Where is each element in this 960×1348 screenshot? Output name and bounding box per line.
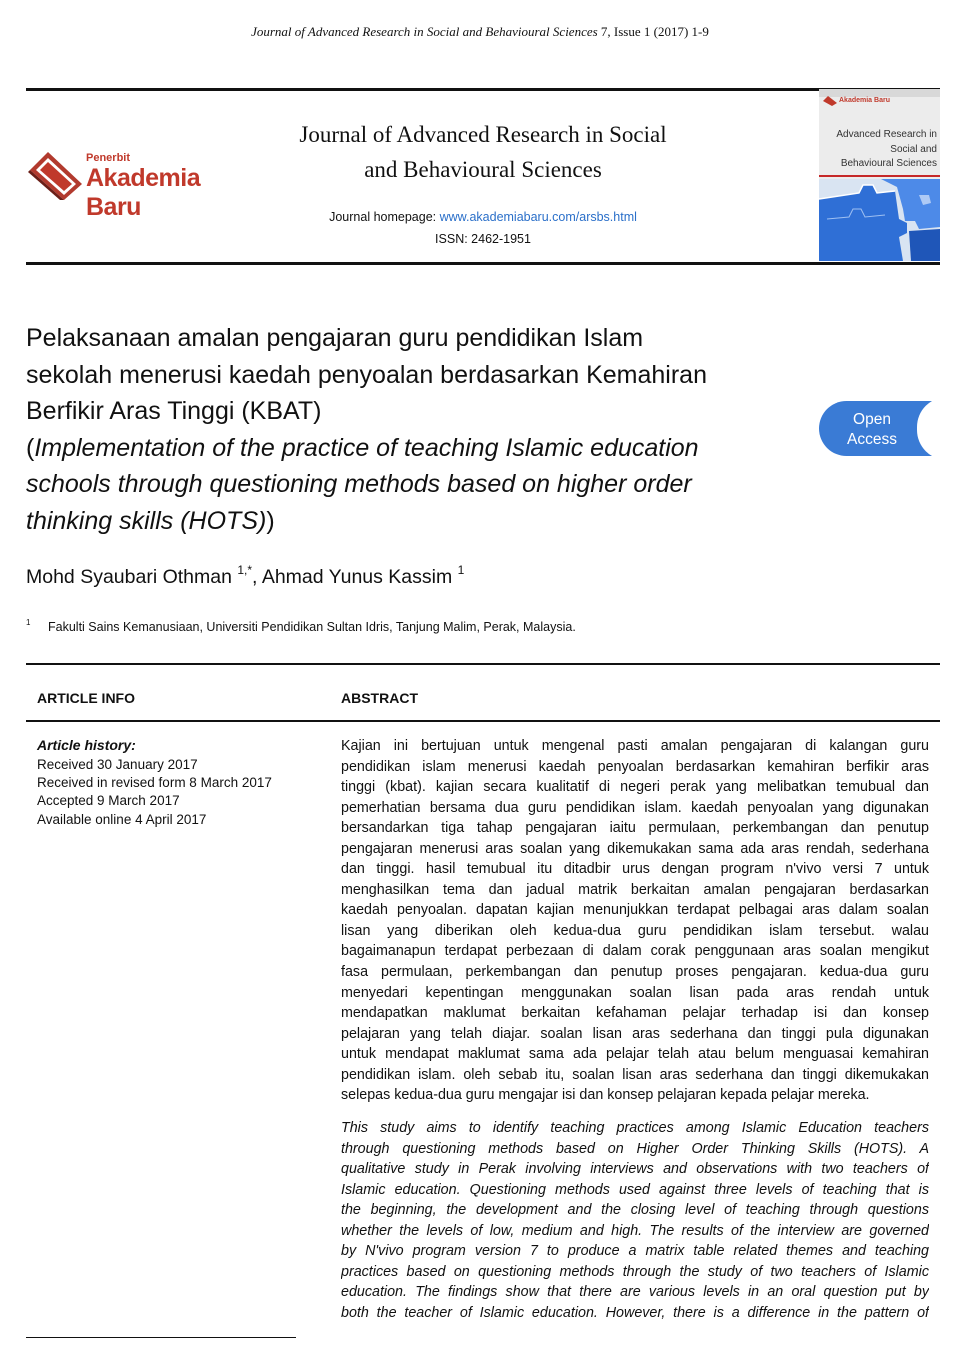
affiliation <box>26 620 576 634</box>
abstract-line: Islamic education. Questioning methods used against three levels of teaching that is <box>341 1181 929 1198</box>
author-name: Mohd Syaubari Othman <box>26 566 238 588</box>
author-name: Ahmad Yunus Kassim <box>261 566 458 588</box>
abstract-line: lisan yang diberikan oleh kedua-dua guru pendidikan islam tersebut. walau <box>341 922 929 939</box>
open-access-badge[interactable] <box>819 401 941 456</box>
abstract-line: by N'vivo program version 7 to produce a matrix table related themes and teaching <box>341 1243 929 1260</box>
cover-logo-icon <box>823 96 837 106</box>
open-access-label <box>819 410 925 450</box>
abstract-line: This study aims to identify teaching practices among Islamic Education teachers <box>341 1120 929 1136</box>
affiliation-number: 1 <box>26 618 31 627</box>
header-bottom-rule <box>26 262 940 265</box>
abstract-malay <box>341 736 929 1106</box>
abstract-line: pendidikan islam menerusi kaedah penyoalan berdasarkan kemahiran berfikir aras <box>341 758 929 775</box>
abstract-line: pendidikan islam. oleh sebab itu, soalan lisan aras sederhana dan tinggi dikemukakan <box>341 1066 929 1083</box>
article-history-label: Article history: <box>37 737 136 753</box>
abstract-line: pemerhatian bersama dua guru pendidikan islam. kaedah penyoalan yang digunakan <box>341 799 929 816</box>
abstract-line: menyedari kepentingan menggunakan soalan lisan pada aras rendah untuk <box>341 984 929 1001</box>
journal-title-line: Journal of Advanced Research in Social <box>299 122 667 147</box>
running-head <box>0 24 960 40</box>
publisher-name: Akademia Baru <box>86 164 201 221</box>
cover-title-line: Advanced Research in <box>836 129 937 140</box>
journal-title <box>250 117 716 187</box>
paper-title <box>26 320 806 539</box>
homepage-label: Journal homepage: <box>329 210 440 224</box>
puzzle-icon <box>819 179 940 261</box>
title-english-line <box>26 503 806 540</box>
cover-title-line: Behavioural Sciences <box>840 158 937 169</box>
abstract-line: pengajaran menerusi aras soalan yang dikemukakan sama ada aras rendah, sederhana <box>341 840 929 857</box>
abstract-line: practices based on questioning methods through the study of two teachers of Islamic <box>341 1263 929 1280</box>
abstract-line: pelajaran yang telah diajar. soalan lisan aras sederhana dan tinggi pula digunakan <box>341 1025 929 1042</box>
abstract-line: education. The findings show that there are various levels in an oral question put by <box>341 1284 929 1301</box>
title-close-paren: ) <box>266 506 275 535</box>
header-top-rule <box>26 88 940 91</box>
abstract-line: qualitative study in Perak involving interviews and observations with two teachers of <box>341 1161 929 1178</box>
affiliation-text: Fakulti Sains Kemanusiaan, Universiti Pendidikan Sultan Idris, Tanjung Malim, Perak, Malaysia. <box>48 620 576 634</box>
abstract-line: bagaimanapun terdapat perbezaan di dalam corak penggunaan aras soalan mengikut <box>341 943 929 960</box>
title-open-paren: ( <box>26 433 35 462</box>
publisher-logo-icon <box>28 150 86 200</box>
journal-title-line: and Behavioural Sciences <box>364 157 602 182</box>
footnote-rule <box>26 1337 296 1338</box>
title-english-text: schools through questioning methods based on higher order <box>26 470 692 498</box>
title-english-line <box>26 430 806 467</box>
abstract-line: Kajian ini bertujuan untuk mengenal pasti amalan pengajaran di kalangan guru <box>341 738 929 754</box>
authors <box>26 563 465 589</box>
journal-issn: ISSN: 2462-1951 <box>435 232 531 246</box>
title-english-text: Implementation of the practice of teaching Islamic education <box>34 433 699 462</box>
abstract-line: the beginning, the development and the closing level of teaching through questions <box>341 1202 929 1219</box>
running-head-journal: Journal of Advanced Research in Social and Behavioural Sciences <box>251 24 598 39</box>
info-top-rule <box>26 663 940 665</box>
abstract-line: mendapatkan maklumat berkaitan kefahaman pelajar terhadap isi dan konsep <box>341 1005 929 1022</box>
history-received: Received 30 January 2017 <box>37 757 198 772</box>
abstract-line: selepas kedua-dua guru mengajar isi dan konsep pelajaran kepada pelajar mereka. <box>341 1087 870 1104</box>
abstract-line: through questioning methods based on Higher Order Thinking Skills (HOTS). A <box>341 1140 929 1157</box>
cover-title <box>819 128 937 172</box>
history-accepted: Accepted 9 March 2017 <box>37 793 180 808</box>
homepage-link[interactable]: www.akademiabaru.com/arsbs.html <box>439 210 637 224</box>
title-english-line <box>26 466 806 503</box>
cover-red-stripe <box>819 175 940 177</box>
cover-top-band <box>819 89 940 97</box>
journal-cover <box>819 89 940 261</box>
publisher-logo <box>28 150 248 221</box>
info-head-rule <box>26 720 940 722</box>
abstract-english <box>341 1118 929 1323</box>
history-revised: Received in revised form 8 March 2017 <box>37 775 272 790</box>
author-affiliation-mark: 1 <box>457 563 465 577</box>
running-head-volume: 7, Issue 1 (2017) 1-9 <box>597 24 709 39</box>
cover-brand: Akademia Baru <box>839 97 890 104</box>
abstract-line: bersandarkan tiga tahap pengajaran iaitu permulaan, perkembangan dan penutup <box>341 820 929 837</box>
abstract-line: kaedah penyoalan. dapatan kajian menunjukkan terdapat pelbagai aras dalam soalan <box>341 902 929 919</box>
abstract-heading: ABSTRACT <box>341 690 418 706</box>
abstract-line: menghasilkan tema dan jadual matrik berkaitan amalan pengajaran berdasarkan <box>341 881 929 898</box>
abstract-line: dan tinggi. hasil temubual itu ditadbir urus dengan program n'vivo versi 7 untuk <box>341 861 929 878</box>
title-english-text: thinking skills (HOTS) <box>26 506 267 535</box>
article-info-heading: ARTICLE INFO <box>37 690 135 706</box>
author-separator: , <box>252 566 262 588</box>
title-malay-line: sekolah menerusi kaedah penyoalan berdasarkan Kemahiran <box>26 360 707 389</box>
abstract-line: both the teacher of Islamic education. However, there is a difference in the pattern of <box>341 1304 929 1321</box>
abstract-line: fasa permulaan, perkembangan dan penutup proses pengajaran. kedua-dua guru <box>341 964 929 981</box>
abstract-line: tinggi (kbat). kajian secara kualitatif di negeri perak yang melibatkan temubual dan <box>341 779 929 796</box>
author-affiliation-mark: 1,* <box>237 563 253 577</box>
abstract-line: untuk mendapat maklumat sama ada pelajar telah atau belum menguasai kemahiran <box>341 1046 929 1063</box>
open-access-line: Open <box>853 411 891 428</box>
journal-homepage <box>250 210 716 224</box>
open-access-line: Access <box>847 431 897 448</box>
publisher-penerbit-label: Penerbit <box>86 152 131 164</box>
history-online: Available online 4 April 2017 <box>37 812 207 827</box>
cover-title-line: Social and <box>890 143 937 155</box>
title-malay-line: Pelaksanaan amalan pengajaran guru pendidikan Islam <box>26 324 644 352</box>
title-malay-line: Berfikir Aras Tinggi (KBAT) <box>26 397 322 425</box>
abstract-line: whether the levels of low, medium and high. The results of the interview are governed <box>341 1222 929 1239</box>
